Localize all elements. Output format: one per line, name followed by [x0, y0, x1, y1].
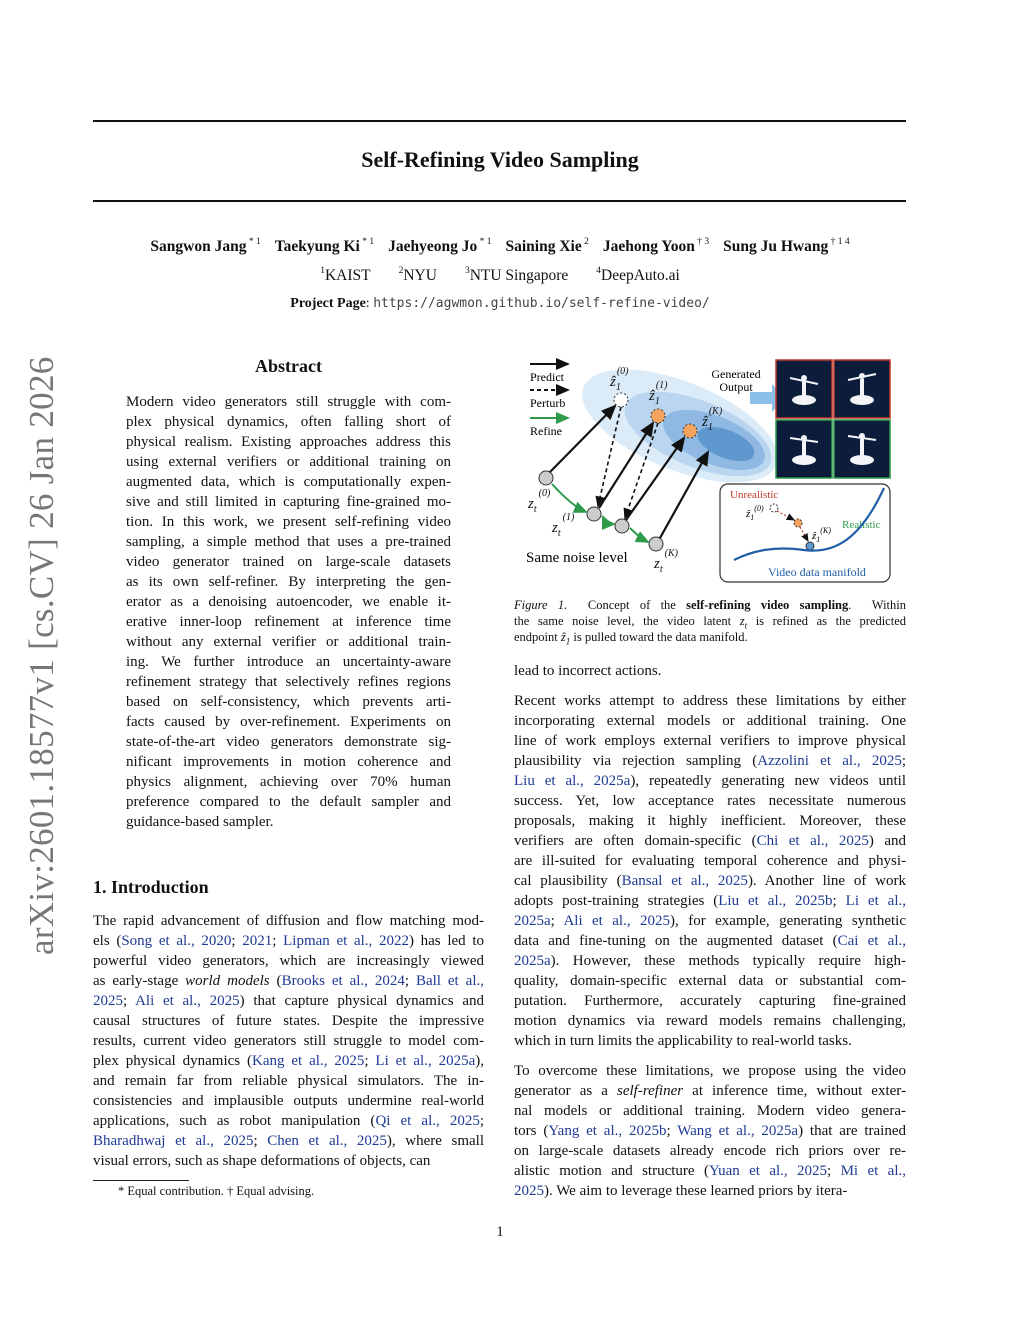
text-line: tors (Yang et al., 2025b; Wang et al., 2025a) that are trained	[514, 1123, 907, 1139]
text-line: alistic motion and structure (Yuan et al., 2025; Mi et al.,	[514, 1163, 906, 1179]
right-column-paragraph-2	[514, 691, 906, 1051]
legend-predict: Predict	[530, 370, 564, 384]
zhat-0-node	[614, 393, 628, 407]
output-frames	[776, 360, 890, 478]
author-name: Taekyung Ki $^{* 1}$	[274, 237, 375, 255]
abstract-line: based on self-consistency, which prevents arti-	[126, 694, 451, 710]
text-line: causal structures of future states. Despite the impressive	[93, 1013, 484, 1029]
affiliation-list	[0, 266, 1000, 285]
inset-zhat-k-label: ẑ$_1^{(K)}$	[812, 526, 831, 544]
text-line: 2025a). However, these methods typically require high-	[514, 953, 906, 969]
affiliation: $^3$NTU Singapore	[464, 266, 569, 284]
text-line: Recent works attempt to address these limitations by either	[514, 693, 906, 709]
text-line: visual errors, such as shape deformations of objects, can	[93, 1153, 431, 1169]
text-line: plex physical dynamics (Kang et al., 2025; Li et al., 2025a),	[93, 1053, 485, 1069]
legend-refine: Refine	[530, 424, 562, 438]
z-k-node	[649, 537, 663, 551]
citation-link[interactable]: Bharadhwaj et al., 2025	[93, 1133, 254, 1149]
same-noise-level-label: Same noise level	[526, 550, 628, 566]
author-name: Saining Xie $^2$	[505, 237, 589, 255]
citation-link[interactable]: Lipman et al., 2022	[283, 933, 409, 949]
z-2-node	[615, 519, 629, 533]
text-line: verifiers are often domain-specific (Chi et al., 2025) and	[514, 833, 907, 849]
legend-perturb: Perturb	[530, 396, 566, 410]
author-name: Jaehyeong Jo $^{* 1}$	[388, 237, 492, 255]
text-line: line of work employs external verifiers to improve physical	[514, 733, 906, 749]
z-0-node	[539, 471, 553, 485]
abstract-line: nificant improvements in motion coherence and	[126, 754, 451, 770]
author-affiliation-mark: * 1	[477, 237, 492, 247]
citation-link[interactable]: Bansal et al., 2025	[621, 873, 748, 889]
introduction-body	[93, 911, 484, 1171]
abstract-heading: Abstract	[255, 356, 322, 376]
text-line: and remain far from reliable physical simulators. The in-	[93, 1073, 484, 1089]
citation-link[interactable]: Cai et al.,	[837, 933, 906, 949]
abstract-line: video generator trained on large-scale datasets	[126, 554, 451, 570]
abstract-line: without any external verifier or additional train-	[126, 634, 451, 650]
figure-1-caption	[514, 597, 906, 645]
text-line: consistencies and implausible outputs undermine real-world	[93, 1093, 484, 1109]
abstract-line: sive and still limited in capturing fine-grained mo-	[126, 494, 451, 510]
citation-link[interactable]: Wang et al., 2025a	[677, 1123, 799, 1139]
abstract-line: erative inner-loop refinement at inference time	[126, 614, 451, 630]
text-line: motion dynamics via reward models remains challenging,	[514, 1013, 906, 1029]
text-line: 2025; Ali et al., 2025) that capture physical dynamics and	[93, 993, 484, 1009]
text-line: on large-scale datasets already encode rich priors over re-	[514, 1143, 906, 1159]
text-line: plausibility via rejection sampling (Azzolini et al., 2025;	[514, 753, 906, 769]
citation-link[interactable]: Ali et al., 2025	[135, 993, 240, 1009]
text-line: incorporating external models or additional training. One	[514, 713, 906, 729]
zhat-k-label: ẑ$_1$(K)	[702, 406, 723, 433]
citation-link[interactable]: 2025a	[514, 953, 551, 969]
author-affiliation-mark: * 1	[246, 237, 261, 247]
z-1-node	[587, 507, 601, 521]
citation-link[interactable]: 2025	[514, 1183, 544, 1199]
abstract-line: facts caused by over-refinement. Experiments on	[126, 714, 451, 730]
citation-link[interactable]: Kang et al., 2025	[252, 1053, 365, 1069]
text-line: Bharadhwaj et al., 2025; Chen et al., 2025), where small	[93, 1133, 484, 1149]
text-line: lead to incorrect actions.	[514, 663, 662, 679]
author-name: Jaehong Yoon $^{\dagger 3}$	[602, 237, 710, 255]
text-line: powerful video generators, which are increasingly viewed	[93, 953, 484, 969]
author-affiliation-mark: † 3	[694, 237, 710, 247]
author-name: Sung Ju Hwang $^{\dagger 1 4}$	[723, 237, 850, 255]
top-rule	[93, 120, 906, 122]
abstract-line: erator as a denoising autoencoder, we enable it-	[126, 594, 451, 610]
zhat-0-label: ẑ$_1$(0)	[610, 366, 629, 393]
text-line: The rapid advancement of diffusion and flow matching mod-	[93, 913, 484, 929]
text-line: generator as a self-refiner at inference time, without exter-	[514, 1083, 906, 1099]
zhat-k-node	[683, 424, 697, 438]
project-page: Project Page: https://agwmon.github.io/self-refine-video/	[290, 296, 710, 311]
abstract-line: tion. In this work, we present self-refining video	[126, 514, 451, 530]
footnote: * Equal contribution. † Equal advising.	[118, 1184, 315, 1198]
citation-link[interactable]: Li et al.,	[845, 893, 907, 909]
caption-label: Figure 1.	[514, 598, 568, 612]
citation-link[interactable]: Azzolini et al., 2025	[757, 753, 902, 769]
abstract-line: state-of-the-art video generators demonstrate sig-	[126, 734, 451, 750]
right-column-continuation	[514, 661, 906, 681]
abstract-line: using external verifiers or additional training on	[126, 454, 451, 470]
citation-link[interactable]: Chen et al., 2025	[267, 1133, 387, 1149]
text-line: as early-stage world models (Brooks et al., 2024; Ball et al.,	[93, 973, 484, 989]
text-line: success. Yet, low acceptance rates necessitate numerous	[514, 793, 906, 809]
citation-link[interactable]: Song et al., 2020	[121, 933, 232, 949]
citation-link[interactable]: Qi et al., 2025	[375, 1113, 480, 1129]
text-line: Figure 1. Concept of the self-refining video sampling. Within	[514, 598, 906, 612]
citation-link[interactable]: Yuan et al., 2025	[708, 1163, 828, 1179]
citation-link[interactable]: Liu et al., 2025a	[514, 773, 631, 789]
citation-link[interactable]: 2025a	[514, 913, 551, 929]
citation-link[interactable]: 2025	[93, 993, 123, 1009]
author-name: Sangwon Jang $^{* 1}$	[150, 237, 261, 255]
inset-zhat-0-label: ẑ$_1^{(0)}$	[746, 504, 764, 522]
text-line: data and fine-tuning on the augmented dataset (Cai et al.,	[514, 933, 906, 949]
text-line: endpoint ẑ$_1$ is pulled toward the data manifold.	[514, 630, 748, 647]
project-label: Project Page	[290, 296, 366, 311]
video-manifold-label: Video data manifold	[768, 565, 866, 579]
z-k-label: $z_t^{(K)}$	[654, 548, 678, 575]
citation-link[interactable]: Chi et al., 2025	[756, 833, 869, 849]
abstract-line: preference compared to the default sampler and	[126, 794, 451, 810]
abstract-line: as its own self-refiner. By interpreting the gen-	[126, 574, 451, 590]
citation-link[interactable]: 2021	[242, 933, 273, 949]
paper-title: Self-Refining Video Sampling	[361, 147, 639, 172]
right-column-paragraph-3	[514, 1061, 906, 1201]
citation-link[interactable]: Ali et al., 2025	[563, 913, 671, 929]
z-0-label: $z_t^{(0)}$	[528, 488, 551, 515]
text-line: els (Song et al., 2020; 2021; Lipman et al., 2022) has led to	[93, 933, 484, 949]
title-rule	[93, 200, 906, 202]
project-url-link[interactable]: https://agwmon.github.io/self-refine-video/	[373, 296, 710, 311]
abstract-body	[126, 392, 451, 832]
text-line: results, current video generators still struggle to model com-	[93, 1033, 484, 1049]
text-line: putation. Furthermore, accurately capturing fine-grained	[514, 993, 906, 1009]
text-line: which in turn limits the applicability to real-world tasks.	[514, 1033, 852, 1049]
section-heading-introduction: 1. Introduction	[93, 877, 209, 897]
text-line: 2025). We aim to leverage these learned priors by itera-	[514, 1183, 848, 1199]
manifold-inset	[720, 484, 890, 582]
abstract-line: plex physical dynamics, often falling short of	[126, 414, 451, 430]
citation-link[interactable]: Yang et al., 2025b	[548, 1123, 667, 1139]
zhat-1-label: ẑ$_1$(1)	[649, 380, 668, 407]
affiliation: $^1$KAIST	[320, 266, 371, 284]
text-line: quality, domain-specific external data or substantial com-	[514, 973, 906, 989]
realistic-label: Realistic	[842, 519, 881, 531]
author-affiliation-mark: † 1 4	[828, 237, 850, 247]
abstract-line: ing. We further introduce an uncertainty-aware	[126, 654, 451, 670]
citation-link[interactable]: Liu et al., 2025b	[718, 893, 833, 909]
abstract-line: physics alignment, achieving over 70% human	[126, 774, 451, 790]
abstract-line: physical realism. Existing approaches address this	[126, 434, 451, 450]
text-line: To overcome these limitations, we propose using the video	[514, 1063, 906, 1079]
citation-link[interactable]: Ball et al.,	[415, 973, 484, 989]
generated-output-label: Generated Output	[711, 367, 761, 394]
citation-link[interactable]: Mi et al.,	[840, 1163, 906, 1179]
affiliation: $^2$NYU	[398, 266, 437, 284]
text-line: adopts post-training strategies (Liu et al., 2025b; Li et al.,	[514, 893, 907, 909]
figure-1	[514, 356, 906, 588]
text-line: nal models or additional training. Modern video genera-	[514, 1103, 906, 1119]
abstract-line: Modern video generators still struggle with com-	[126, 394, 451, 410]
footnote-rule	[93, 1180, 189, 1181]
abstract-line: augmented data, which is computationally expen-	[126, 474, 451, 490]
affiliation: $^4$DeepAuto.ai	[596, 266, 680, 284]
page-number: 1	[496, 1224, 504, 1240]
author-list	[0, 237, 1000, 256]
zhat-1-node	[651, 409, 665, 423]
text-line: applications, such as robot manipulation (Qi et al., 2025;	[93, 1113, 484, 1129]
text-line: the same noise level, the video latent $z_t$ is refined as the predicted	[514, 614, 906, 631]
arxiv-identifier: arXiv:2601.18577v1 [cs.CV] 26 Jan 2026	[22, 356, 61, 955]
text-line: Liu et al., 2025a), repeatedly generating new videos until	[514, 773, 907, 789]
text-line: 2025a; Ali et al., 2025), for example, generating synthetic	[514, 913, 906, 929]
text-line: cal plausibility (Bansal et al., 2025). Another line of work	[514, 873, 906, 889]
abstract-line: refinement strategy that selectively refines regions	[126, 674, 451, 690]
citation-link[interactable]: Li et al., 2025a	[375, 1053, 476, 1069]
author-affiliation-mark: * 1	[359, 237, 375, 247]
text-line: are ill-suited for evaluating temporal coherence and physi-	[514, 853, 906, 869]
author-affiliation-mark: 2	[581, 237, 589, 247]
unrealistic-label: Unrealistic	[730, 489, 779, 501]
z-1-label: $z_t^{(1)}$	[552, 512, 575, 539]
citation-link[interactable]: Brooks et al., 2024	[281, 973, 405, 989]
abstract-line: guidance-based sampler.	[126, 814, 274, 830]
text-line: proposals, making it highly inefficient. Moreover, these	[514, 813, 906, 829]
abstract-line: sampling, a simple method that uses a pre-trained	[126, 534, 451, 550]
